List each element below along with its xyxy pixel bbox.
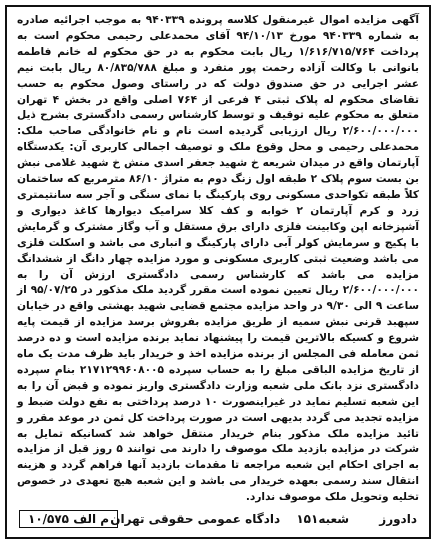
notice-footer (19, 510, 417, 532)
signature-line (110, 512, 417, 526)
signature-role: دادورز (379, 512, 417, 526)
notice-body-text: آگهی مزایده اموال غیرمنقول کلاسه پرونده ۹۴۰۳۳۹ به موجب اجرائیه صادره به شماره ۹۴۰۳۳۹ مورخ ۹۴/۱۰/۱۳ آقای محمدعلی رحیمی محکوم است به پرداخت ۱/۶۱۶/۷۱۵/۷۶۴ ریال بابت محکوم به در حق محکوم له خانم فاطمه بانوانی با وکالت آزاده رحمت پور متفرد و مبلغ ۸۰/۸۳۵/۷۸۸ ریال بابت نیم عشر اجرایی در حق صندوق دولت که در راستای وصول محکوم به حسب تقاضای محکوم له پلاک ثبتی ۴ فرعی از ۷۶۴ اصلی واقع در بخش ۴ تهران متعلق به محکوم علیه توقیف و توسط کارشناس رسمی دادگستری بشرح ذیل ۲/۶۰۰/۰۰۰/۰۰۰ ریال ارزیابی گردیده است نام و نام خانوادگی صاحب ملک: محمدعلی رحیمی و محل وقوع ملک و توصیف اجمالی کاربری آن: یکدستگاه آپارتمان واقع در میدان شریعه خ شهید جعفر اسدی منش خ شهید غلامی نبش بن بست سوم پلاک ۲ طبقه اول زنگ دوم به متراژ ۸۶/۱۰ مترمربع که ساختمان کلاً طبقه تکواحدی مسکونی روی پارکینگ با نمای سنگی و آجر سه سانتیمتری زرد و کرم آپارتمان ۲ خوابه و کف کلا سرامیک دیوارها کاغذ دیواری و آشپزخانه اپن وکابینت فلزی دارای برق مستقل و آب وگاز مشترک و گرمایش با پکیج و سرمایش کولر آبی دارای پارکینگ و انباری می باشد و اسکلت فلزی می باشد وضعیت ثبتی کاربری مسکونی و مورد مزایده چهار دانگ از ششدانگ مزایده می باشد که کارشناس رسمی دادگستری ارزش آن را به ۲/۶۰۰/۰۰۰/۰۰۰ ریال تعیین نموده است مقرر گردید ملک مذکور در ۹۵/۰۷/۲۵ از ساعت ۹ الی ۹/۳۰ در واحد مزایده مجتمع قضایی شهید بهشتی واقع در خیابان سپهبد قرنی نبش سمیه از طریق مزایده بفروش برسد مزایده از قیمت پایه شروع و کسیکه بالاترین قیمت را پیشنهاد نماید برنده مزایده است و ده درصد ثمن معامله فی المجلس از برنده مزایده اخذ و خریدار باید ظرف مدت یک ماه از تاریخ مزایده الباقی مبلغ را به حساب سپرده ۲۱۷۱۲۹۹۶۰۸۰۰۵ بنام سپرده دادگستری نزد بانک ملی شعبه وزارت دادگستری واریز نموده و قبض آن را به این شعبه تسلیم نماید در غیراینصورت ۱۰ درصد پرداختی به نفع دولت ضبط و مزایده تجدید می گردد بدیهی است در صورت پرداخت کل ثمن در موعد مقرر و تائید مزایده ملک مذکور بنام خریدار منتقل خواهد شد کسانیکه تمایل به شرکت در مزایده بازدید ملک موصوف را دارند می توانند ۵ روز قبل از مزایده به اجرای احکام این شعبه مراجعه تا مقدمات بازدید آنها فراهم گردد و هزینه انتقال سند رسمی بعهده خریدار می باشد و این شعبه هیچ تعهدی در خصوص تخلیه وتحویل ملک موصوف ندارد. (16, 14, 420, 504)
signature-court: دادگاه عمومی حقوقی تهران (110, 512, 281, 526)
signature-branch: شعبه۱۵۱ (296, 512, 350, 526)
reference-code-box: ۱۰/۵۷۵ م الف (19, 510, 118, 528)
legal-notice (5, 5, 431, 539)
